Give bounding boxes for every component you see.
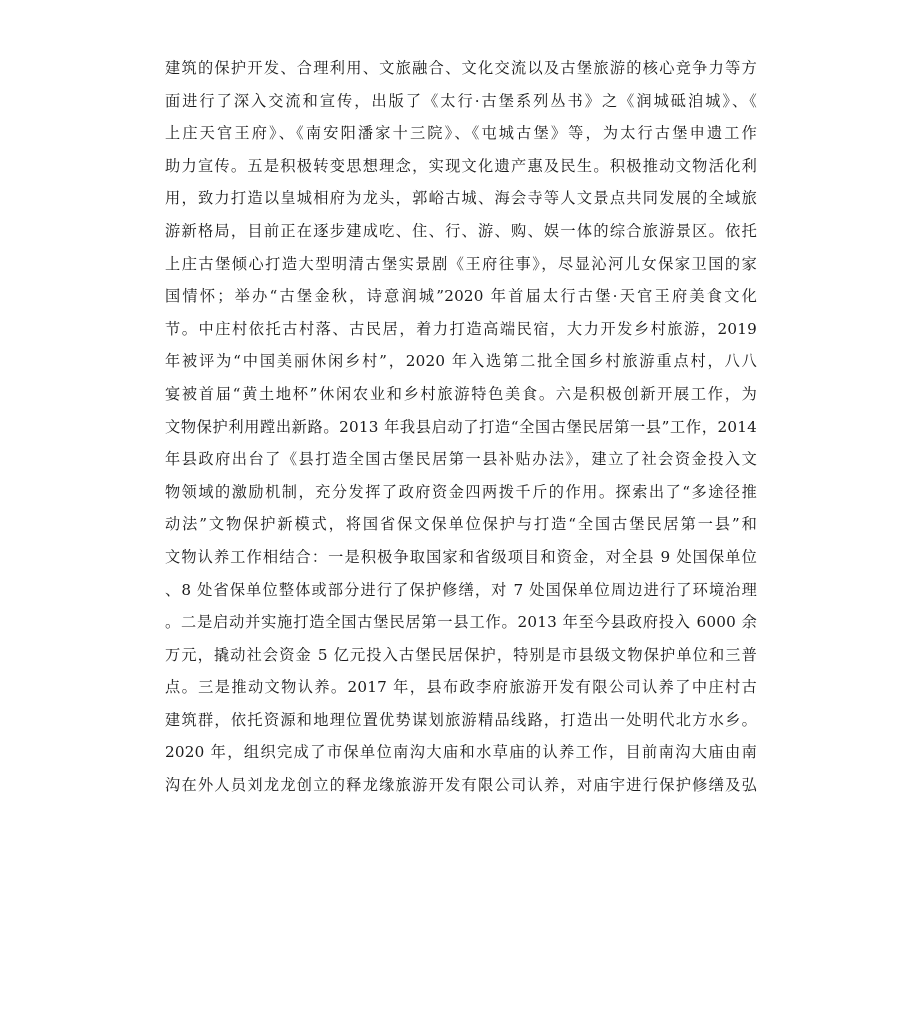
text-line: 2020 年，组织完成了市保单位南沟大庙和水草庙的认养工作，目前南沟大庙由南 — [165, 743, 757, 762]
text-line: 。二是启动并实施打造全国古堡民居第一县工作。2013 年至今县政府投入 6000 余 — [165, 613, 757, 632]
text-line: 沟在外人员刘龙龙创立的释龙缘旅游开发有限公司认养，对庙宇进行保护修缮及弘 — [165, 776, 757, 795]
text-line: 文物认养工作相结合：一是积极争取国家和省级项目和资金，对全县 9 处国保单位 — [165, 547, 757, 566]
text-line: 点。三是推动文物认养。2017 年，县布政李府旅游开发有限公司认养了中庄村古 — [165, 678, 757, 697]
text-line: 助力宣传。五是积极转变思想理念，实现文化遗产惠及民生。积极推动文物活化利 — [165, 156, 757, 175]
text-line: 国情怀；举办“古堡金秋，诗意润城”2020 年首届太行古堡·天官王府美食文化 — [165, 287, 757, 306]
text-line: 上庄天官王府》、《南安阳潘家十三院》、《屯城古堡》等，为太行古堡申遗工作 — [165, 124, 757, 143]
text-line: 节。中庄村依托古村落、古民居，着力打造高端民宿，大力开发乡村旅游，2019 — [165, 319, 757, 338]
text-line: 游新格局，目前正在逐步建成吃、住、行、游、购、娱一体的综合旅游景区。依托 — [165, 221, 757, 240]
text-line: 面进行了深入交流和宣传，出版了《太行·古堡系列丛书》之《润城砥洎城》、《 — [165, 91, 757, 110]
text-line: 动法”文物保护新模式，将国省保文保单位保护与打造“全国古堡民居第一县”和 — [165, 515, 757, 534]
text-line: 年被评为“中国美丽休闲乡村”，2020 年入选第二批全国乡村旅游重点村，八八 — [165, 352, 757, 371]
text-line: 物领域的激励机制，充分发挥了政府资金四两拨千斤的作用。探索出了“多途径推 — [165, 482, 757, 501]
text-line: 万元，撬动社会资金 5 亿元投入古堡民居保护，特别是市县级文物保护单位和三普 — [165, 645, 757, 664]
text-line: 宴被首届“黄土地杯”休闲农业和乡村旅游特色美食。六是积极创新开展工作，为 — [165, 384, 757, 403]
body-text — [165, 52, 757, 802]
text-line: 、8 处省保单位整体或部分进行了保护修缮，对 7 处国保单位周边进行了环境治理 — [165, 580, 757, 599]
text-line: 建筑的保护开发、合理利用、文旅融合、文化交流以及古堡旅游的核心竞争力等方 — [165, 59, 757, 77]
text-line: 用，致力打造以皇城相府为龙头，郭峪古城、海会寺等人文景点共同发展的全域旅 — [165, 189, 757, 208]
text-line: 建筑群，依托资源和地理位置优势谋划旅游精品线路，打造出一处明代北方水乡。 — [165, 710, 757, 729]
text-line: 上庄古堡倾心打造大型明清古堡实景剧《王府往事》，尽显沁河儿女保家卫国的家 — [165, 254, 757, 273]
text-line: 年县政府出台了《县打造全国古堡民居第一县补贴办法》，建立了社会资金投入文 — [165, 450, 757, 469]
text-line: 文物保护利用蹚出新路。2013 年我县启动了打造“全国古堡民居第一县”工作，2014 — [165, 417, 757, 436]
